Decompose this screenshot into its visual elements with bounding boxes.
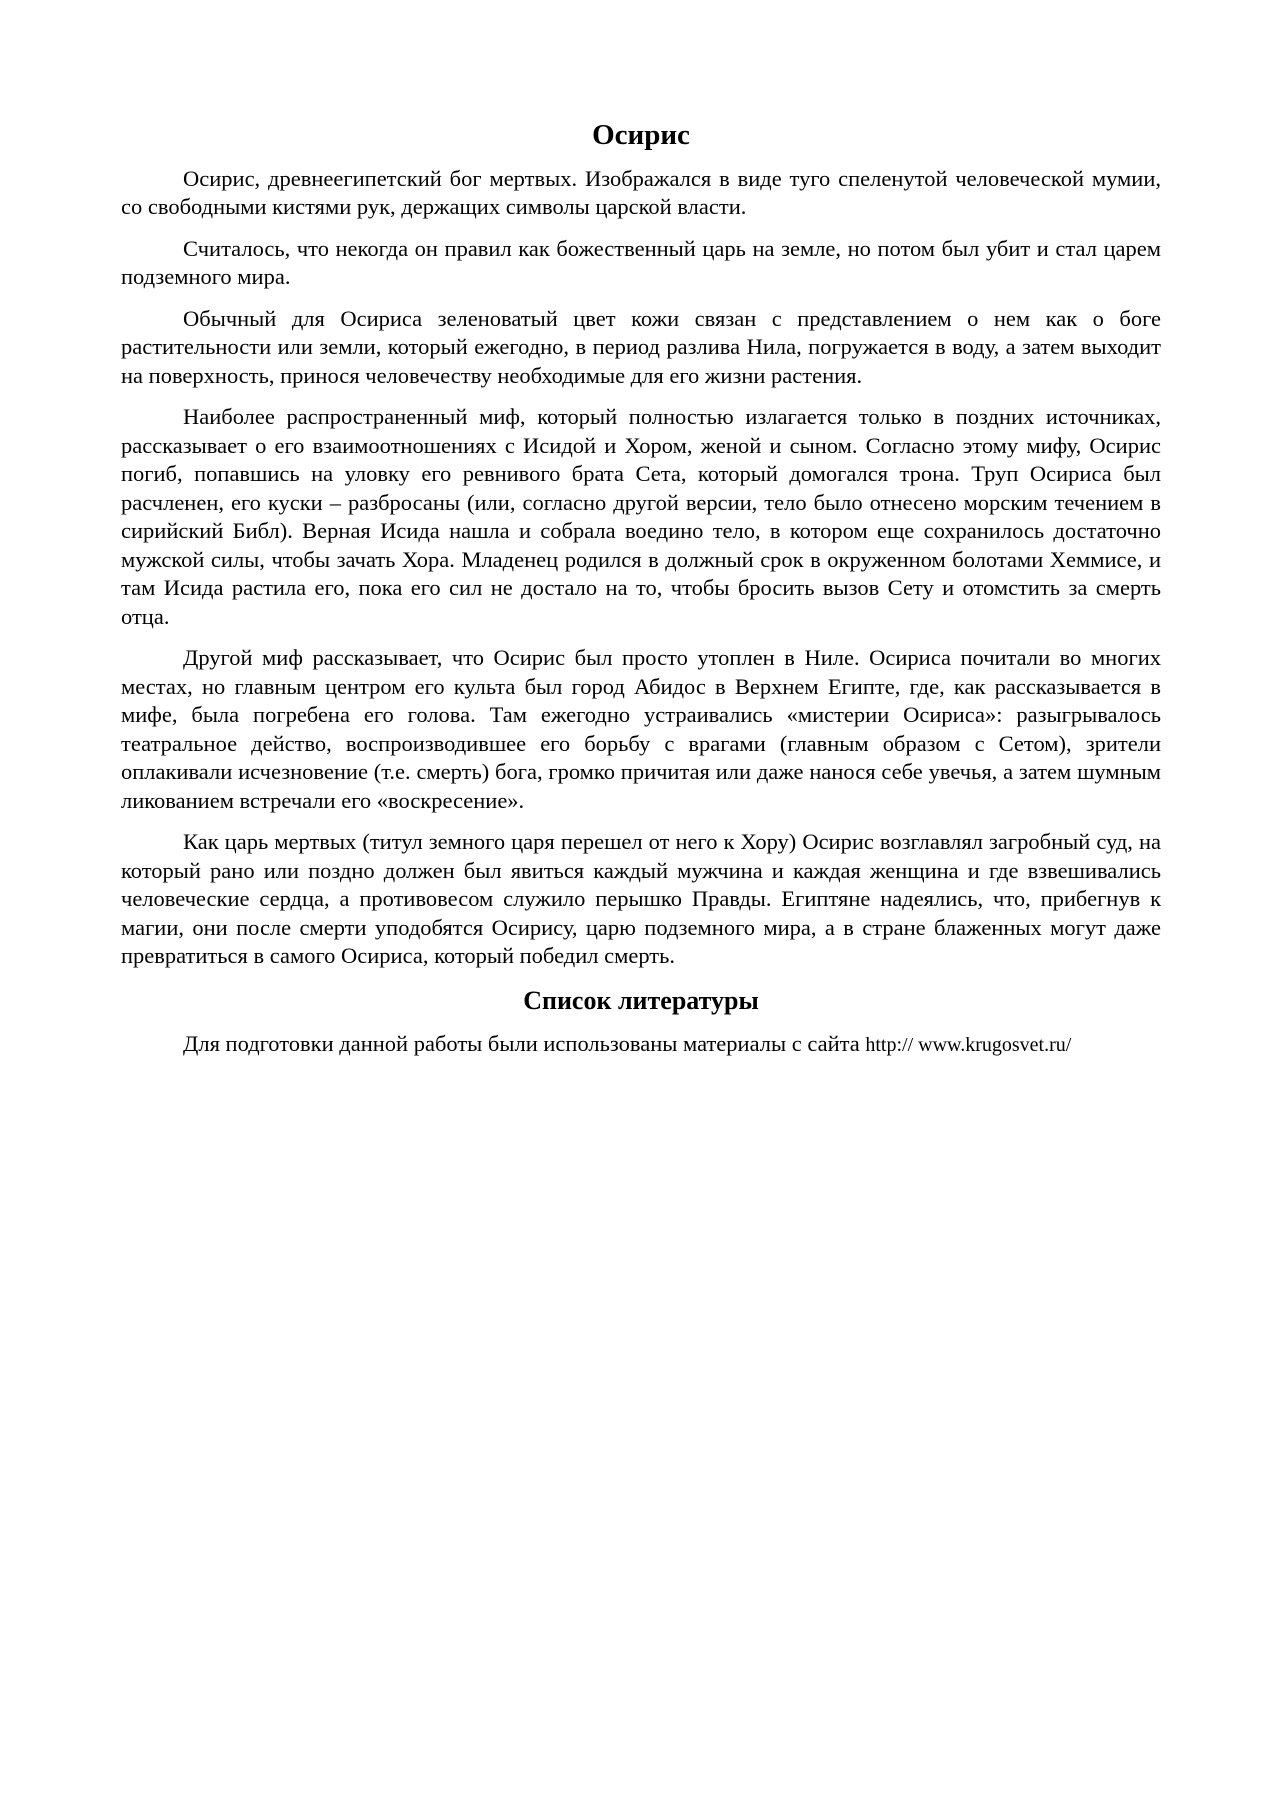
paragraph-2: Считалось, что некогда он правил как божественный царь на земле, но потом был убит и стал царем подземного мира. (121, 235, 1161, 290)
references-paragraph (121, 1030, 1161, 1060)
paragraph-4: Наиболее распространенный миф, который полностью излагается только в поздних источниках, рассказывает о его взаимоотношениях с Исидой и Хором, женой и сыном. Согласно этому мифу, Осирис погиб, попавшись на уловку его ревнивого брата Сета, который домогался трона. Труп Осириса был расчленен, его куски – разбросаны (или, согласно другой версии, тело было отнесено морским течением в сирийский Библ). Верная Исида нашла и собрала воедино тело, в котором еще сохранилось достаточно мужской силы, чтобы зачать Хора. Младенец родился в должный срок в окруженном болотами Хеммисе, и там Исида растила его, пока его сил не достало на то, чтобы бросить вызов Сету и отомстить за смерть отца. (121, 404, 1161, 629)
references-text: Для подготовки данной работы были использованы материалы с сайта (183, 1030, 866, 1056)
references-heading: Список литературы (523, 985, 759, 1015)
document-title: Осирис (592, 119, 690, 151)
paragraph-6: Как царь мертвых (титул земного царя перешел от него к Хору) Осирис возглавлял загробный суд, на который рано или поздно должен был явиться каждый мужчина и каждая женщина и где взвешивались человеческие сердца, а противовесом служило перышко Правды. Египтяне надеялись, что, прибегнув к магии, они после смерти уподобятся Осирису, царю подземного мира, а в стране блаженных могут даже превратиться в самого Осириса, который победил смерть. (121, 829, 1161, 969)
paragraph-1: Осирис, древнеегипетский бог мертвых. Изображался в виде туго спеленутой человеческой мумии, со свободными кистями рук, держащих символы царской власти. (121, 165, 1161, 220)
references-link[interactable]: http:// www.krugosvet.ru/ (865, 1033, 1072, 1056)
document-page (121, 118, 1161, 1072)
paragraph-5: Другой миф рассказывает, что Осирис был просто утоплен в Ниле. Осириса почитали во многих местах, но главным центром его культа был город Абидос в Верхнем Египте, где, как рассказывается в мифе, была погребена его голова. Там ежегодно устраивались «мистерии Осириса»: разыгрывалось театральное действо, воспроизводившее его борьбу с врагами (главным образом с Сетом), зрители оплакивали исчезновение (т.е. смерть) бога, громко причитая или даже нанося себе увечья, а затем шумным ликованием встречали его «воскресение». (121, 645, 1161, 813)
paragraph-3: Обычный для Осириса зеленоватый цвет кожи связан с представлением о нем как о боге растительности или земли, который ежегодно, в период разлива Нила, погружается в воду, а затем выходит на поверхность, принося человечеству необходимые для его жизни растения. (121, 305, 1161, 388)
